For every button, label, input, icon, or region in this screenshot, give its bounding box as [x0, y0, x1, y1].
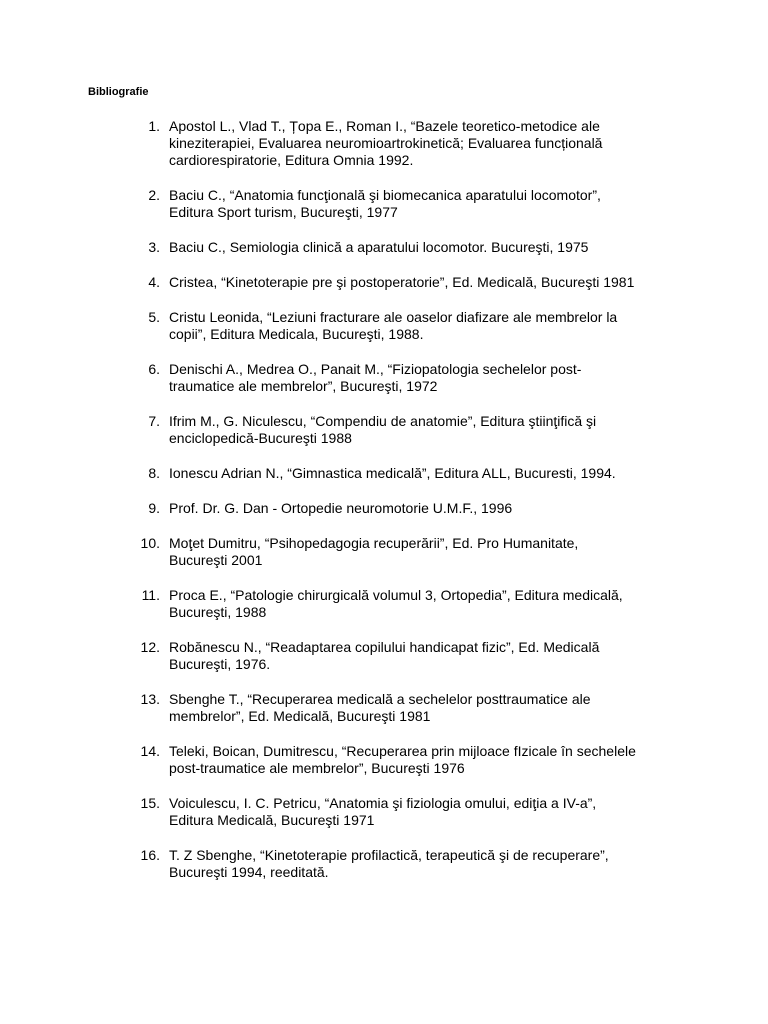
bibliography-item	[0, 847, 689, 881]
item-number: 11.	[141, 587, 160, 603]
item-number: 8.	[148, 465, 160, 481]
item-number: 16.	[140, 847, 160, 863]
item-number: 9.	[148, 500, 160, 516]
bibliography-item	[0, 309, 689, 343]
item-number: 13.	[140, 691, 160, 707]
item-text: Teleki, Boican, Dumitrescu, “Recuperarea prin mijloace fIzicale în sechelele post-traumatice ale membrelor”, Bucureşti 1976	[169, 743, 636, 776]
item-text: Robănescu N., “Readaptarea copilului handicapat fizic”, Ed. Medicală Bucureşti, 1976.	[169, 639, 600, 672]
item-number: 3.	[148, 239, 160, 255]
bibliography-item	[0, 743, 689, 777]
bibliography-list	[0, 118, 768, 899]
bibliography-item	[0, 535, 689, 569]
item-number: 7.	[148, 413, 160, 429]
item-text: Cristu Leonida, “Leziuni fracturare ale oaselor diafizare ale membrelor la copii”, Editura Medicala, Bucureşti, 1988.	[169, 309, 618, 342]
bibliography-item	[0, 413, 689, 447]
bibliography-item	[0, 639, 689, 673]
page-title: Bibliografie	[88, 86, 149, 98]
item-text: Moţet Dumitru, “Psihopedagogia recuperării”, Ed. Pro Humanitate, Bucureşti 2001	[169, 535, 579, 568]
item-number: 2.	[148, 187, 160, 203]
bibliography-item	[0, 187, 689, 221]
item-number: 14.	[140, 743, 160, 759]
item-number: 15.	[140, 795, 160, 811]
item-text: Baciu C., “Anatomia funcţională şi biomecanica aparatului locomotor”, Editura Sport turism, Bucureşti, 1977	[169, 187, 601, 220]
bibliography-item	[0, 795, 689, 829]
bibliography-item	[0, 118, 689, 169]
bibliography-item	[0, 500, 689, 517]
item-text: Prof. Dr. G. Dan - Ortopedie neuromotorie U.M.F., 1996	[169, 500, 513, 516]
item-number: 1.	[148, 118, 160, 134]
item-text: T. Z Sbenghe, “Kinetoterapie profilactică, terapeutică şi de recuperare”, Bucureşti 1994, reeditată.	[169, 847, 609, 880]
bibliography-item	[0, 587, 689, 621]
item-number: 10.	[140, 535, 160, 551]
item-text: Proca E., “Patologie chirurgicală volumul 3, Ortopedia”, Editura medicală, Bucureşti, 1988	[169, 587, 623, 620]
bibliography-item	[0, 465, 689, 482]
bibliography-item	[0, 691, 689, 725]
bibliography-item	[0, 274, 689, 291]
item-number: 5.	[148, 309, 160, 325]
item-number: 4.	[148, 274, 160, 290]
item-text: Apostol L., Vlad T., Țopa E., Roman I., “Bazele teoretico-metodice ale kineziterapiei, Evaluarea neuromioartrokinetică; Evaluarea funcțională cardiorespiratorie, Editura Omnia 1992.	[169, 118, 603, 168]
item-text: Voiculescu, I. C. Petricu, “Anatomia şi fiziologia omului, ediţia a IV-a”, Editura Medicală, Bucureşti 1971	[169, 795, 597, 828]
item-number: 6.	[148, 361, 160, 377]
item-text: Ifrim M., G. Niculescu, “Compendiu de anatomie”, Editura ştiinţifică şi enciclopedică-Bucureşti 1988	[169, 413, 597, 446]
item-text: Denischi A., Medrea O., Panait M., “Fiziopatologia sechelelor post- traumatice ale membrelor”, Bucureşti, 1972	[169, 361, 582, 394]
bibliography-item	[0, 239, 689, 256]
bibliography-item	[0, 361, 689, 395]
item-text: Baciu C., Semiologia clinică a aparatului locomotor. Bucureşti, 1975	[169, 239, 589, 255]
item-text: Cristea, “Kinetoterapie pre şi postoperatorie”, Ed. Medicală, Bucureşti 1981	[169, 274, 635, 290]
item-number: 12.	[140, 639, 160, 655]
item-text: Sbenghe T., “Recuperarea medicală a sechelelor posttraumatice ale membrelor”, Ed. Medicală, Bucureşti 1981	[169, 691, 591, 724]
item-text: Ionescu Adrian N., “Gimnastica medicală”, Editura ALL, Bucuresti, 1994.	[169, 465, 616, 481]
